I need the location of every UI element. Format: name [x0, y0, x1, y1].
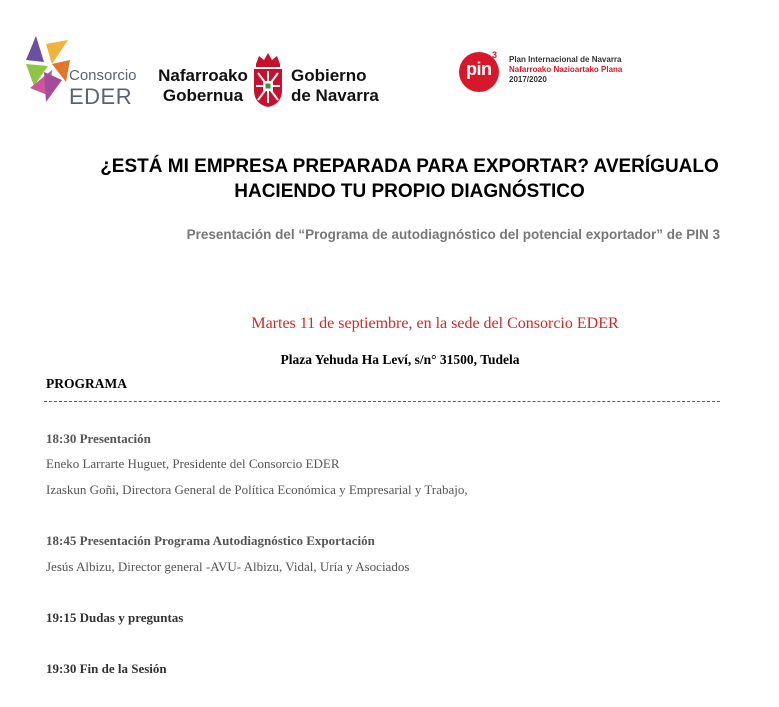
eder-logo-line2: EDER — [69, 84, 133, 109]
pin-logo-line2: Nafarroako Nazioartako Plana — [509, 65, 623, 74]
program-item-time: 18:45 Presentación Programa Autodiagnóstico Exportación — [46, 533, 375, 548]
pin-logo-line1: Plan Internacional de Navarra — [509, 55, 622, 64]
navarra-logo-left — [155, 66, 251, 106]
pin-logo-mark: pin — [466, 59, 492, 79]
navarra-logo-right — [291, 66, 379, 106]
event-date: Martes 11 de septiembre, en la sede del Consorcio EDER — [251, 315, 619, 332]
navarra-logo — [155, 50, 385, 110]
pin-logo-superscript: 3 — [492, 50, 498, 60]
pin-logo — [459, 52, 659, 102]
eder-logo-icon — [22, 34, 72, 104]
program-divider — [44, 401, 720, 402]
pin-logo-line3: 2017/2020 — [509, 75, 547, 84]
document-title-line1: ¿ESTÁ MI EMPRESA PREPARADA PARA EXPORTAR? AVERÍGUALO — [100, 156, 719, 177]
program-heading: PROGRAMA — [46, 376, 127, 391]
navarra-coat-of-arms-icon — [251, 50, 285, 108]
navarra-logo-right-line1: Gobierno — [291, 66, 367, 85]
eder-logo — [22, 34, 142, 109]
program-item-speaker: Jesús Albizu, Director general -AVU- Albizu, Vidal, Uría y Asociados — [46, 559, 410, 574]
navarra-logo-right-line2: de Navarra — [291, 86, 379, 105]
navarra-logo-left-line1: Nafarroako — [158, 66, 248, 85]
pin-logo-text — [509, 55, 622, 85]
program-item-time: 19:30 Fin de la Sesión — [46, 661, 167, 676]
event-place: Plaza Yehuda Ha Leví, s/n° 31500, Tudela — [280, 352, 520, 367]
program-item-time: 19:15 Dudas y preguntas — [46, 610, 184, 625]
eder-logo-line1: Consorcio — [69, 67, 137, 84]
document-subtitle: Presentación del “Programa de autodiagnóstico del potencial exportador” de PIN 3 — [186, 227, 720, 242]
navarra-logo-left-line2: Gobernua — [162, 86, 244, 105]
program-item-speaker: Izaskun Goñi, Directora General de Política Económica y Empresarial y Trabajo, — [46, 482, 468, 497]
program-item-speaker: Eneko Larrarte Huguet, Presidente del Consorcio EDER — [46, 456, 340, 471]
document-title-line2: HACIENDO TU PROPIO DIAGNÓSTICO — [234, 181, 585, 202]
document-title — [40, 154, 779, 204]
program-item-time: 18:30 Presentación — [46, 431, 151, 446]
